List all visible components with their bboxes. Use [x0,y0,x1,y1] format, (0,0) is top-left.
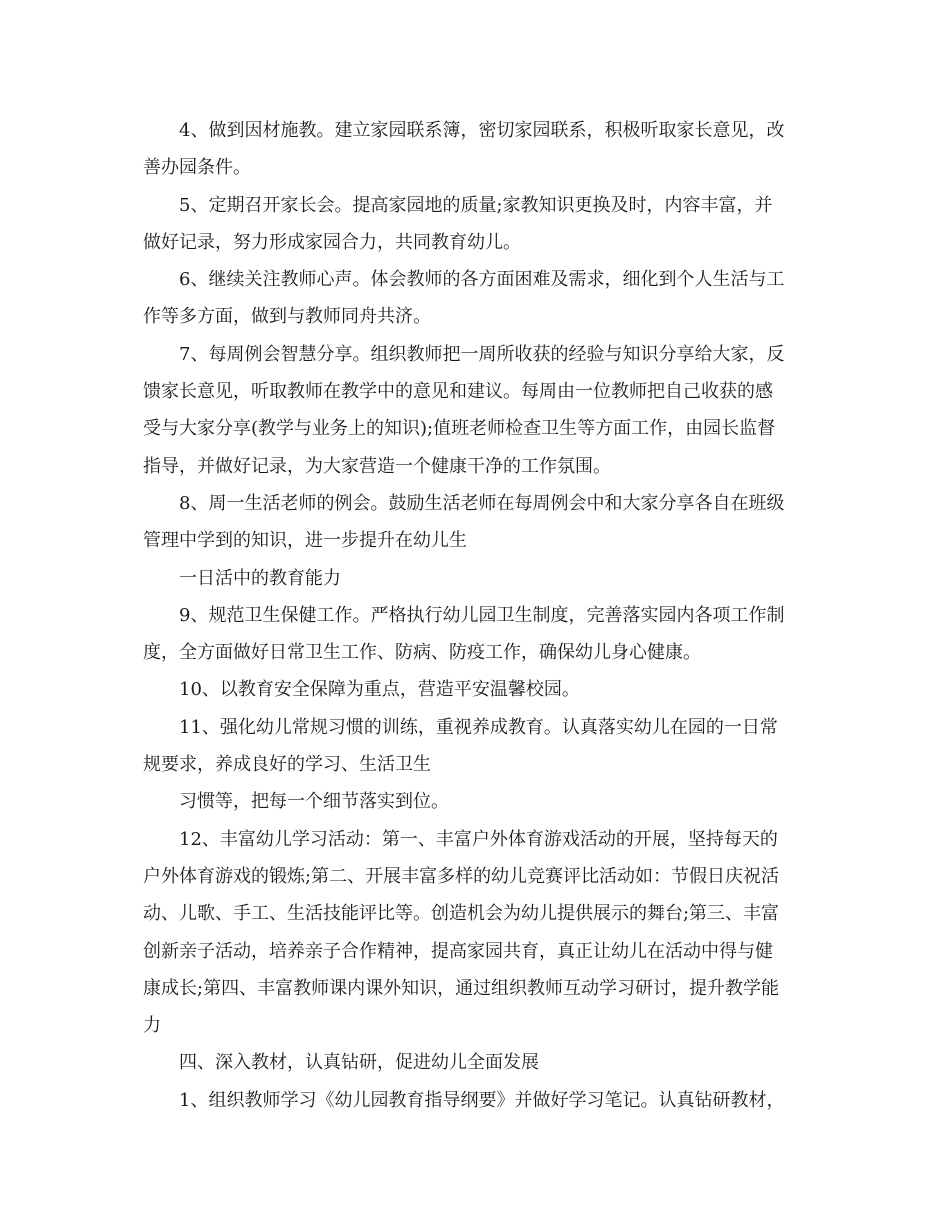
text-line: 一日活中的教育能力 [179,567,341,589]
text-line: 作等多方面，做到与教师同舟共济。 [143,306,431,328]
paragraph-item-6 [143,261,809,336]
paragraph-item-1 [143,1082,809,1119]
text-line: 动、儿歌、手工、生活技能评比等。创造机会为幼儿提供展示的舞台;第三、丰富 [143,903,780,925]
paragraph-item-10 [143,671,809,708]
text-line: 善办园条件。 [143,157,251,179]
paragraph-item-11 [143,709,809,784]
text-line: 1、组织教师学习《幼儿园教育指导纲要》并做好学习笔记。认真钻研教材， [179,1089,785,1111]
text-line: 规要求，养成良好的学习、生活卫生 [143,754,431,776]
text-line: 指导，并做好记录，为大家营造一个健康干净的工作氛围。 [143,455,611,477]
text-line: 户外体育游戏的锻炼;第二、开展丰富多样的幼儿竞赛评比活动如：节假日庆祝活 [143,865,780,887]
text-line: 11、强化幼儿常规习惯的训练，重视养成教育。认真落实幼儿在园的一日常 [179,716,778,738]
text-line: 受与大家分享(教学与业务上的知识);值班老师检查卫生等方面工作，由园长监督 [143,418,776,440]
text-line: 馈家长意见，听取教师在教学中的意见和建议。每周由一位教师把自己收获的感 [143,381,773,403]
text-line: 度，全方面做好日常卫生工作、防病、防疫工作，确保幼儿身心健康。 [143,642,701,664]
text-line: 力 [143,1015,161,1037]
text-line: 习惯等，把每一个细节落实到位。 [179,791,449,813]
paragraph-item-12 [143,821,809,1045]
paragraph-item-8 [143,485,809,560]
text-line: 8、周一生活老师的例会。鼓励生活老师在每周例会中和大家分享各自在班级 [179,492,785,514]
text-line: 12、丰富幼儿学习活动：第一、丰富户外体育游戏活动的开展，坚持每天的 [179,828,778,850]
paragraph-continuation [143,560,809,597]
paragraph-item-7 [143,336,809,485]
text-line: 管理中学到的知识，进一步提升在幼儿生 [143,530,467,552]
text-line: 4、做到因材施教。建立家园联系簿，密切家园联系，积极听取家长意见，改 [179,120,785,141]
text-line: 做好记录，努力形成家园合力，共同教育幼儿。 [143,231,521,253]
section-heading [143,1044,809,1081]
paragraph-item-4 [143,112,809,187]
paragraph-item-9 [143,597,809,672]
text-line: 创新亲子活动，培养亲子合作精神，提高家园共育，真正让幼儿在活动中得与健 [143,940,773,962]
text-line: 5、定期召开家长会。提高家园地的质量;家教知识更换及时，内容丰富，并 [179,194,773,216]
paragraph-item-5 [143,187,809,262]
document-body [143,112,809,1119]
text-line: 10、以教育安全保障为重点，营造平安温馨校园。 [179,679,580,701]
text-line: 9、规范卫生保健工作。严格执行幼儿园卫生制度，完善落实园内各项工作制 [179,604,785,626]
text-line: 7、每周例会智慧分享。组织教师把一周所收获的经验与知识分享给大家，反 [179,343,785,365]
paragraph-continuation [143,783,809,820]
text-line: 康成长;第四、丰富教师课内课外知识，通过组织教师互动学习研讨，提升教学能 [143,977,780,999]
text-line: 6、继续关注教师心声。体会教师的各方面困难及需求，细化到个人生活与工 [179,269,785,291]
text-line: 四、深入教材，认真钻研，促进幼儿全面发展 [179,1052,539,1074]
